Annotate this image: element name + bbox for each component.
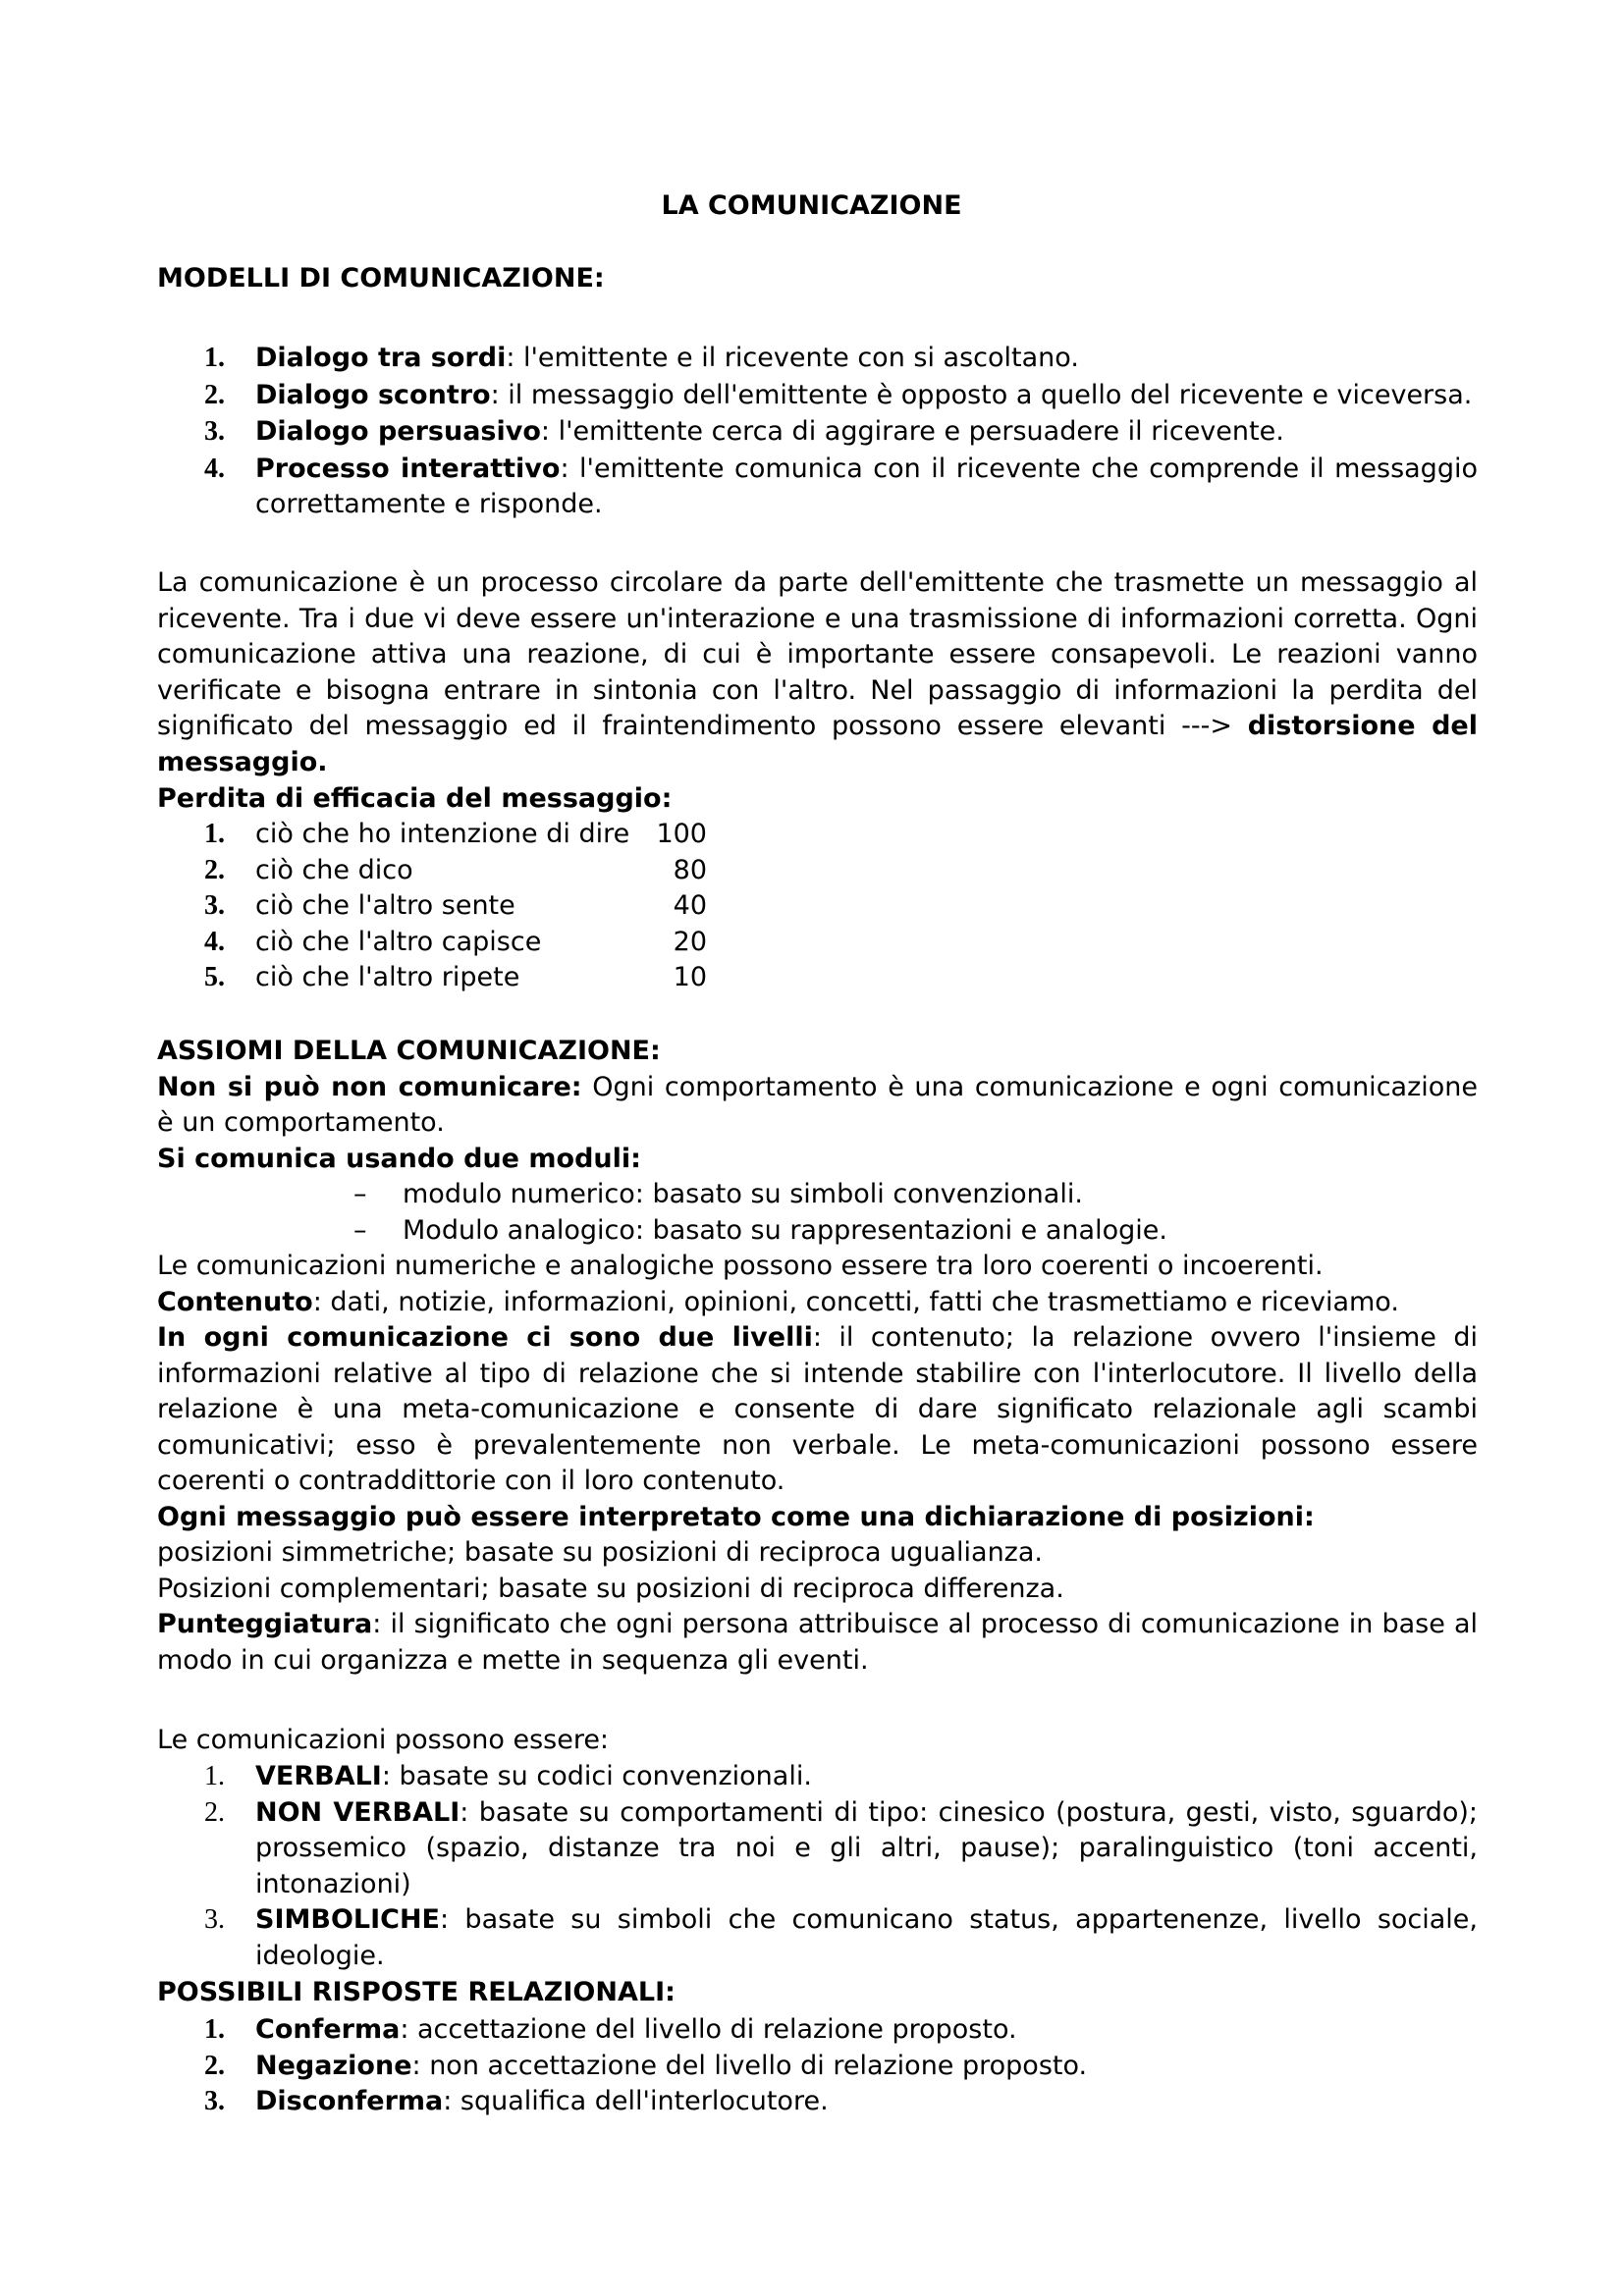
list-number: 1. [204, 343, 225, 373]
table-row [157, 817, 1478, 853]
row-label: ciò che l'altro capisce [255, 926, 542, 957]
text: : il contenuto; la relazione ovvero l'insieme di informazioni relative al tipo di relazione che si intende stabilire con l'interlocutore. Il livello della relazione è una meta-comunicazione e consente di dare significato relazionale agli scambi comunicativi; esso è prevalentemente non verbale. Le meta-comunicazioni possono essere coerenti o contraddittorie con il loro contenuto. [157, 1322, 1478, 1496]
page-title: LA COMUNICAZIONE [661, 190, 962, 221]
list-term: Dialogo tra sordi [255, 343, 507, 373]
list-text: : basate su comportamenti di tipo: cinesico (postura, gesti, visto, sguardo); prossemico (spazio, distanze tra noi e gli altri, pause); paralinguistico (toni accenti, intonazioni) [255, 1796, 1479, 1899]
table-row [157, 853, 1478, 889]
list-item [157, 1795, 1478, 1903]
perdita-table [157, 817, 1478, 996]
list-number: 2. [204, 2050, 225, 2081]
list-item [157, 1213, 1478, 1250]
livelli-paragraph [157, 1320, 1478, 1500]
list-term: Negazione [255, 2050, 412, 2081]
perdita-heading: Perdita di efficacia del messaggio: [157, 783, 673, 814]
moduli-heading: Si comunica usando due moduli: [157, 1143, 641, 1174]
simmetriche-paragraph: posizioni simmetriche; basate su posizioni di reciproca ugualianza. [157, 1537, 1043, 1568]
row-label: ciò che dico [255, 854, 413, 885]
table-row [157, 925, 1478, 961]
list-item [157, 2012, 1478, 2049]
row-label: ciò che ho intenzione di dire [255, 819, 630, 849]
modelli-list [157, 341, 1478, 523]
row-value: 40 [673, 890, 707, 921]
tipi-intro: Le comunicazioni possono essere: [157, 1725, 610, 1755]
dash-bullet: – [353, 1214, 367, 1246]
list-term: Disconferma [255, 2086, 444, 2116]
list-term: Processo interattivo [255, 453, 561, 484]
complementari-paragraph: Posizioni complementari; basate su posizioni di reciproca differenza. [157, 1573, 1064, 1604]
list-item [157, 452, 1478, 523]
list-item [157, 2084, 1478, 2120]
list-item [157, 1177, 1478, 1213]
paragraph-bold: distorsione del messaggio. [157, 711, 1478, 777]
table-row [157, 960, 1478, 996]
list-item [157, 341, 1478, 377]
text: : dati, notizie, informazioni, opinioni, concetti, fatti che trasmettiamo e riceviamo. [312, 1286, 1399, 1317]
list-number: 3. [204, 416, 225, 447]
list-term: Dialogo scontro [255, 379, 491, 410]
list-item [157, 1759, 1478, 1795]
term: Contenuto [157, 1286, 313, 1317]
list-text: : basate su codici convenzionali. [381, 1761, 812, 1791]
dash-bullet: – [353, 1179, 367, 1209]
list-text: : accettazione del livello di relazione proposto. [400, 2014, 1017, 2045]
contenuto-paragraph [157, 1285, 1478, 1321]
row-value: 20 [673, 926, 707, 957]
row-number: 1. [204, 819, 225, 849]
list-term: VERBALI [255, 1761, 382, 1791]
list-number: 2. [204, 1796, 225, 1828]
list-text: : squalifica dell'interlocutore. [443, 2086, 829, 2116]
list-item [157, 2049, 1478, 2085]
list-item [157, 1902, 1478, 1974]
text: Ogni comportamento è una comunicazione e ogni comunicazione è un comportamento. [157, 1071, 1478, 1138]
assiomi-heading: ASSIOMI DELLA COMUNICAZIONE: [157, 1036, 661, 1066]
list-item [157, 378, 1478, 414]
list-term: NON VERBALI [255, 1796, 460, 1828]
list-text: : il messaggio dell'emittente è opposto a quello del ricevente e viceversa. [490, 379, 1473, 410]
term: Punteggiatura [157, 1609, 373, 1639]
intro-paragraph [157, 565, 1478, 780]
punteggiatura-paragraph [157, 1607, 1478, 1679]
non-comunicare-paragraph [157, 1070, 1478, 1142]
row-label: ciò che l'altro ripete [255, 962, 520, 992]
paragraph-text: La comunicazione è un processo circolare da parte dell'emittente che trasmette un messaggio al ricevente. Tra i due vi deve essere un'interazione e una trasmissione di informazioni corretta. Ogni comunicazione attiva una reazione, di cui è importante essere consapevoli. Le reazioni vanno verificate e bisogna entrare in sintonia con l'altro. Nel passaggio di informazioni la perdita del significato del messaggio ed il fraintendimento possono essere elevanti ---> [157, 567, 1478, 741]
list-text: : l'emittente cerca di aggirare e persuadere il ricevente. [540, 416, 1284, 447]
list-term: Conferma [255, 2014, 401, 2045]
list-text: : basate su simboli che comunicano status, appartenenze, livello sociale, ideologie. [255, 1904, 1478, 1971]
list-number: 1. [204, 2014, 225, 2045]
coerenti-paragraph: Le comunicazioni numeriche e analogiche possono essere tra loro coerenti o incoerenti. [157, 1251, 1324, 1281]
row-number: 5. [204, 962, 225, 992]
risposte-list [157, 2012, 1478, 2120]
list-text: Modulo analogico: basato su rappresentazioni e analogie. [403, 1214, 1167, 1246]
risposte-heading: POSSIBILI RISPOSTE RELAZIONALI: [157, 1977, 676, 2007]
row-value: 10 [673, 962, 707, 992]
row-number: 2. [204, 854, 225, 885]
list-term: SIMBOLICHE [255, 1904, 440, 1935]
row-number: 3. [204, 890, 225, 921]
list-text: : l'emittente comunica con il ricevente che comprende il messaggio correttamente e risponde. [255, 453, 1478, 519]
term: Non si può non comunicare: [157, 1071, 582, 1102]
list-number: 3. [204, 2086, 225, 2116]
text: : il significato che ogni persona attribuisce al processo di comunicazione in base al modo in cui organizza e mette in sequenza gli eventi. [157, 1609, 1478, 1676]
list-number: 4. [204, 453, 225, 484]
list-number: 1. [204, 1761, 225, 1791]
list-number: 2. [204, 379, 225, 410]
list-text: modulo numerico: basato su simboli convenzionali. [403, 1179, 1083, 1209]
list-text: : l'emittente e il ricevente con si ascoltano. [506, 343, 1079, 373]
modelli-heading: MODELLI DI COMUNICAZIONE: [157, 263, 605, 294]
list-item [157, 414, 1478, 451]
row-number: 4. [204, 926, 225, 957]
list-text: : non accettazione del livello di relazione proposto. [411, 2050, 1088, 2081]
posizioni-heading: Ogni messaggio può essere interpretato come una dichiarazione di posizioni: [157, 1501, 1315, 1532]
row-label: ciò che l'altro sente [255, 890, 515, 921]
table-row [157, 888, 1478, 925]
tipi-list [157, 1759, 1478, 1974]
row-value: 100 [656, 819, 707, 849]
assiomi-section [157, 1034, 1478, 1679]
list-number: 3. [204, 1904, 225, 1935]
list-term: Dialogo persuasivo [255, 416, 541, 447]
row-value: 80 [673, 854, 707, 885]
term: In ogni comunicazione ci sono due livelli [157, 1322, 813, 1353]
